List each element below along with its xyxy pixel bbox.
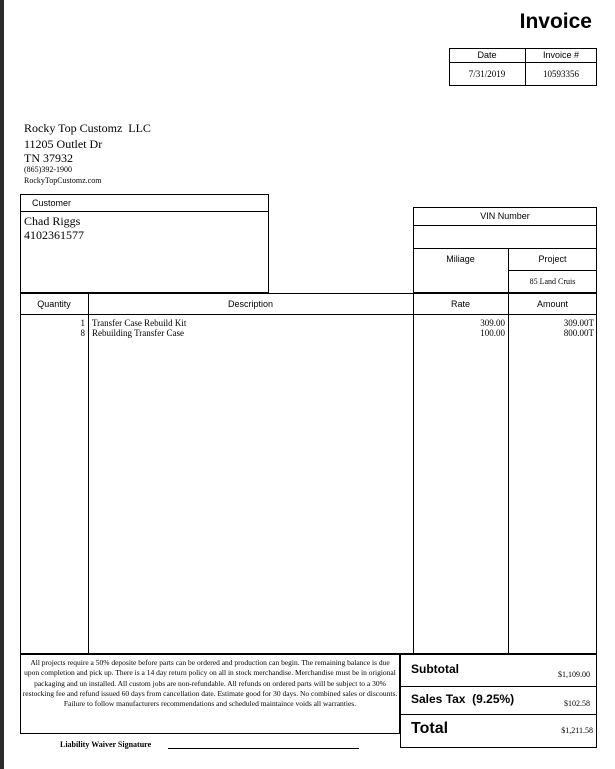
company-website: RockyTopCustomz.com — [24, 176, 102, 185]
company-phone: (865)392-1900 — [24, 165, 72, 174]
subtotal-value: $1,109.00 — [558, 670, 590, 679]
description-header: Description — [227, 298, 274, 309]
customer-label: Customer — [32, 198, 72, 208]
date-label: Date — [477, 50, 497, 60]
subtotal-label: Subtotal — [411, 662, 459, 676]
line-item-description: Rebuilding Transfer Case — [92, 328, 184, 338]
line-item-amount: 309.00T — [563, 318, 594, 328]
window-edge — [0, 0, 4, 769]
customer-phone: 4102361577 — [24, 228, 84, 242]
line-item-quantity: 8 — [80, 328, 85, 338]
company-address-line1: 11205 Outlet Dr — [24, 137, 103, 151]
customer-name: Chad Riggs — [24, 214, 81, 228]
total-value: $1,211.58 — [561, 726, 593, 735]
mileage-label: Miliage — [446, 254, 475, 264]
invoice-title: Invoice — [519, 10, 592, 33]
line-item-description: Transfer Case Rebuild Kit — [92, 318, 187, 328]
vin-label: VIN Number — [480, 211, 530, 221]
invoice-number-label: Invoice # — [542, 50, 580, 60]
amount-header: Amount — [536, 298, 569, 309]
line-item-rate: 309.00 — [480, 318, 505, 328]
invoice-date: 7/31/2019 — [468, 69, 506, 79]
company-name: Rocky Top Customz LLC — [24, 121, 151, 135]
total-label: Total — [411, 720, 449, 737]
line-item-rate: 100.00 — [480, 328, 505, 338]
line-item-quantity: 1 — [80, 318, 85, 328]
project-value: 85 Land Cruis — [529, 277, 576, 286]
company-address-line2: TN 37932 — [24, 151, 73, 165]
line-items-table — [20, 293, 597, 654]
customer-box — [20, 194, 269, 293]
rate-header: Rate — [450, 298, 470, 309]
line-item-amount: 800.00T — [563, 328, 594, 338]
project-label: Project — [538, 254, 567, 264]
sales-tax-label: Sales Tax (9.25%) — [411, 692, 515, 706]
terms-text: All projects require a 50% deposite before parts can be ordered and production can begin. The remaining balance is due upon completion and pick up. There is a 14 day return policy on all in stock merchandise. Merchandise must be in origional packaging and un installed. All custom jobs are non-refundable. All refunds on ordered parts will be subject to a 30% restocking fee and refund issued 60 days from cancellation date. Estimate good for 30 days. No combined sales or discounts. Failure to follow manufacturers recommendations and scheduled maintaince voids all warranties. — [22, 658, 398, 709]
vin-value — [413, 225, 597, 248]
signature-line[interactable] — [168, 748, 359, 749]
signature-label: Liability Waiver Signature — [60, 740, 152, 749]
quantity-header: Quantity — [37, 298, 71, 309]
sales-tax-value: $102.58 — [564, 699, 590, 708]
invoice-number: 10593356 — [543, 69, 579, 79]
mileage-value — [413, 270, 508, 293]
